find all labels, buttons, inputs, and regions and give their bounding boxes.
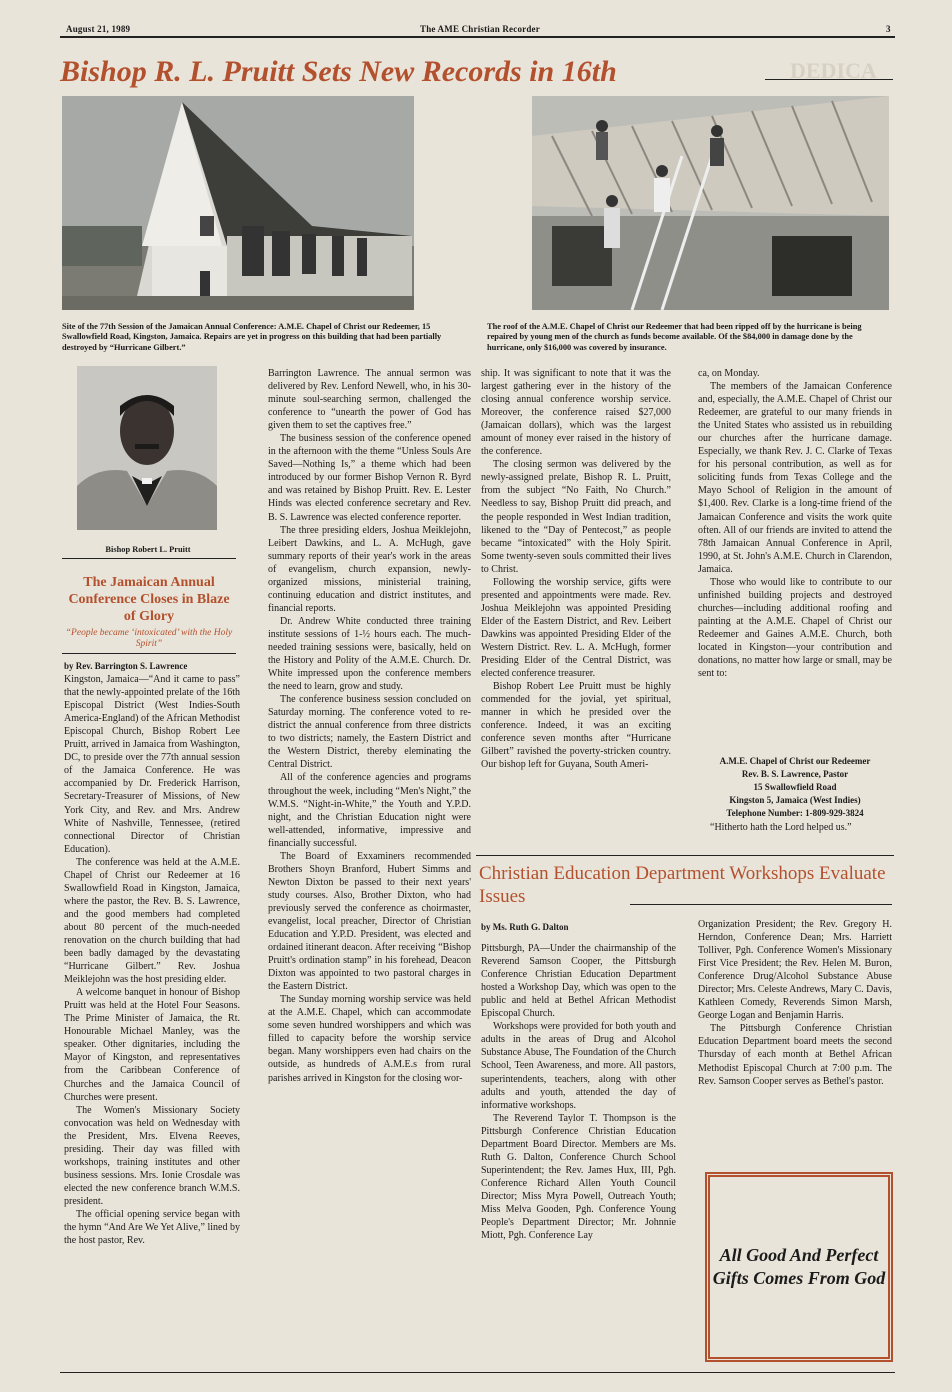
roof-photo-caption: The roof of the A.M.E. Chapel of Christ our Redeemer that had been ripped off by the hurricane is being repaired by young men of the church as funds become available. Of the $84,000 in damage done by the hurricane, only $16,000 was covered by insurance. — [487, 322, 862, 352]
article1-column4 — [698, 367, 892, 680]
roof-repair-photo — [532, 96, 889, 310]
article2-column1 — [481, 921, 676, 1242]
paragraph: The official opening service began with the hymn “And Are We Yet Alive,” lined by the host pastor, Rev. — [64, 1208, 240, 1247]
page-number: 3 — [886, 24, 891, 34]
closing-quote — [698, 821, 892, 834]
address-line: A.M.E. Chapel of Christ our Redeemer — [719, 756, 871, 766]
footer-rule — [60, 1372, 895, 1373]
paragraph: Those who would like to contribute to our unfinished building projects and destroyed churches—including additional roofing and painting at the A.M.E. Chapel of Christ our Redeemer and Gaines A.M.E. Church, both located in Kingston—your contribution and donations, no matter how large or small, may be sent to: — [698, 576, 892, 680]
paragraph: The conference business session concluded on Saturday morning. The conference voted to re-district the annual conference from three districts to two districts; namely, the Eastern District and the Western District, thereby eleminating the Central District. — [268, 694, 471, 771]
address-line: Kingston 5, Jamaica (West Indies) — [729, 795, 861, 805]
paragraph: Workshops were provided for both youth and adults in the areas of Drug and Alcohol Substance Abuse, The Foundation of the Church School, Teen Awareness, and more. All pastors, superintendents, teachers, along with other adults and youth, attended the day of informative workshops. — [481, 1021, 676, 1111]
bleed-through-text: DEDICA — [790, 58, 877, 83]
paragraph: The Board of Exxaminers recommended Brothers Shoyn Branford, Hubert Simms and Newton Dixton be passed to their next years' study courses. Also, Brother Dixton, who had previously served the conference as choirmaster, evangelist, local preacher, Director of Christian Education and Y.P.D. President, was elected and ordained itinerant deacon. After receiving “Bishop Pruitt's ordination stamp” in his forehead, Deacon Dixton was appointed to two pastoral charges in the Eastern District. — [268, 850, 471, 993]
paragraph: The Reverend Taylor T. Thompson is the Pittsburgh Conference Christian Education Department Board Director. Members are Ms. Ruth G. Dalton, Conference Church School Superintendent; the Rev. James Hux, III, Pgh. Conference Richard Allen Youth Council Director; Miss Myra Powell, Outreach Youth; Miss Melva Gooden, Pgh. Conference Young People's Department Director; Mr. Johnnie Miott, Pgh. Conference Lay — [481, 1112, 676, 1242]
paragraph: The three presiding elders, Joshua Meiklejohn, Leibert Dawkins, and L. A. McHugh, gave summary reports of their year's work in the areas of evangelism, church expansion, newly-organized missions, ministerial training, continuing education and district institutes, and financial reports. — [268, 524, 471, 614]
paragraph: The business session of the conference opened in the afternoon with the theme “Unless Souls Are Saved—Nothing Is,” a theme which had been introduced by our former Bishop Vernon R. Byrd and was retained by Bishop Pruitt. Rev. E. Lester Hinds was elected conference secretary and Rev. B. S. Lawrence was elected conference reporter. — [268, 433, 471, 523]
paragraph: Dr. Andrew White conducted three training institute sessions of 1-½ hours each. The much-needed training sessions were, basically, held on the History and Polity of the A.M.E. Church. Dr. White impressed upon the conference members the need to learn, grow and study. — [268, 615, 471, 693]
paragraph: The Pittsburgh Conference Christian Education Department board meets the second Thursday of each month at Bethel African Methodist Episcopal Church at 7:00 p.m. The Rev. Samson Cooper serves as Bethel's pastor. — [698, 1023, 892, 1087]
paragraph: The closing sermon was delivered by the newly-assigned prelate, Bishop R. L. Pruitt, from the subject “No Faith, No Church.” Needless to say, Bishop Pruitt did preach, and the people responded in West Indian tradition, likened to the “Day of Pentecost,” as people became “intoxicated” with the Holy Spirit. Some twenty-seven souls committed their lives to Christ. — [481, 459, 671, 575]
paragraph: Bishop Robert Lee Pruitt must be highly commended for the jovial, yet spiritual, manner in which he presided over the conference. Indeed, it was an exciting conference seven months after “Hurricane Gilbert” ravished the poverty-stricken country. Our bishop left for Guyana, South Ameri- — [481, 681, 671, 771]
address-line: Telephone Number: 1-809-929-3824 — [726, 808, 864, 818]
church-photo-caption: Site of the 77th Session of the Jamaican Annual Conference: A.M.E. Chapel of Christ our Redeemer, 15 Swallowfield Road, Kingston, Jamaica. Repairs are yet in progress on this building that had been partially destroyed by “Hurricane Gilbert.” — [62, 322, 442, 352]
article1-column1 — [64, 660, 240, 1247]
inspirational-box-text: All Good And Perfect Gifts Comes From God — [712, 1245, 886, 1288]
kicker-rule — [62, 653, 236, 654]
address-line: 15 Swallowfield Road — [753, 782, 837, 792]
paragraph: All of the conference agencies and programs throughout the week, including “Men's Night,” the W.M.S. “Night-in-White,” the Youth and Y.P.D. night, and the Christian Education night were well-attended, informative, impressive and financially successful. — [268, 772, 471, 849]
paragraph: Pittsburgh, PA—Under the chairmanship of the Reverend Samson Cooper, the Pittsburgh Conference Christian Education Department hosted a Workshop Day, which was open to the public and held at Bethel African Methodist Episcopal Church. — [481, 943, 676, 1020]
paper-name: The AME Christian Recorder — [420, 24, 540, 34]
article2-headline: Christian Education Department Workshops Evaluate Issues — [479, 863, 886, 907]
main-headline: Bishop R. L. Pruitt Sets New Records in 16th — [60, 55, 617, 88]
paragraph: The conference was held at the A.M.E. Chapel of Christ our Redeemer at 16 Swallowfield Road in Kingston, Jamaica, where the pastor, the Rev. B. S. Lawrence, and the good members had completed about 80 percent of the much-needed renovation on the church building that had been badly damaged by the devastating “Hurricane Gilbert.” Rev. Joshua Meiklejohn was the host presiding elder. — [64, 856, 240, 986]
portrait-caption: Bishop Robert L. Pruitt — [105, 545, 191, 554]
article-kicker: The Jamaican Annual Conference Closes in Blaze of Glory — [68, 575, 230, 624]
mailing-address — [698, 755, 892, 820]
inspirational-box — [705, 1172, 893, 1362]
paragraph: Organization President; the Rev. Gregory H. Herndon, Conference Dean; Mrs. Harriett Tolliver, Pgh. Conference Women's Missionary First Vice President; the Rev. Helen M. Buron, Conference Drug/Alcohol Substance Abuse Director; Mrs. Celeste Andrews, Mary C. Davis, Kathleen Comedy, Reverends Simon Marsh, George Logan and Benjamin Harris. — [698, 919, 892, 1022]
article1-column3 — [481, 367, 671, 771]
article2-byline: by Ms. Ruth G. Dalton — [481, 922, 569, 932]
portrait-rule — [62, 558, 236, 559]
paragraph: The Sunday morning worship service was held at the A.M.E. Chapel, which can accommodate some seven hundred worshippers and which was filled to capacity before the worship service began. Many worshippers even had chairs on the outside, as hundreds of A.M.E.s from rural parishes arrived in Kingston for the closing wor- — [268, 994, 471, 1084]
paragraph: Barrington Lawrence. The annual sermon was delivered by Rev. Lenford Newell, who, in his 30-minute soul-searching sermon, challenged the conference to “unearth the power of God has given them to set the captives free.” — [268, 368, 471, 432]
paragraph: “Hitherto hath the Lord helped us.” — [710, 822, 852, 833]
paragraph: Kingston, Jamaica—“And it came to pass” that the newly-appointed prelate of the 16th Episcopal District (West Indies-South America-England) of the African Methodist Episcopal Church, Bishop Robert Lee Pruitt, arrived in Jamaica from Washington, DC, to preside over the 77th annual session of the Jamaica Conference. He was accompanied by Dr. Frederick Harrison, Secretary-Treasurer of Missions, of New York City, and Rev. and Mrs. Andrew White of Nashville, Tennessee, (retired connectional Director of Christian Education). — [64, 674, 240, 855]
paragraph: ship. It was significant to note that it was the largest gathering ever in the history of the closing annual conference worship service. Moreover, the conference raised $27,000 (Jamaican dollars), which was the largest amount of money ever raised in the history of the conference. — [481, 368, 671, 458]
article2-top-rule — [476, 855, 894, 856]
header-rule — [60, 36, 895, 38]
issue-date: August 21, 1989 — [66, 24, 131, 34]
paragraph: The members of the Jamaican Conference and, especially, the A.M.E. Chapel of Christ our Redeemer, are grateful to our many friends in the United States who assisted us in rebuilding our churches after the hurricane damage. Especially, we thank Rev. J. C. Clarke of Texas for his personal contribution, as well as for soliciting funds from Texas College and the Mayo School of Religion in the amount of $1,400. Rev. Clarke is a long-time friend of the Jamaican Conference and visits the work quite often. All of our friends are invited to attend the 78th Jamaican Annual Conference in April, 1990, at St. John's A.M.E. Church in Clarendon, Jamaica. — [698, 381, 892, 575]
article1-column2 — [268, 367, 471, 1085]
article-subkicker: “People became ‘intoxicated’ with the Holy Spirit” — [65, 628, 233, 649]
address-line: Rev. B. S. Lawrence, Pastor — [741, 769, 849, 779]
paragraph: A welcome banquet in honour of Bishop Pruitt was held at the Hotel Four Seasons. The Prime Minister of Jamaica, the Rt. Honourable Michael Manley, was the speaker. Other dignitaries, including the Mayor of Kingston, and representatives from the Caribbean Conference of Churches and the Jamaica Council of Churches were present. — [64, 987, 240, 1103]
article1-byline: by Rev. Barrington S. Lawrence — [64, 661, 188, 671]
article2-column2 — [698, 918, 892, 1088]
church-photo — [62, 96, 414, 310]
paragraph: ca, on Monday. — [698, 368, 760, 379]
bishop-portrait — [77, 366, 217, 530]
paragraph: The Women's Missionary Society convocation was held on Wednesday with the President, Mrs. Elvena Reeves, presiding. Their day was filled with workshops, training institutes and other business sessions. Mrs. Ionie Crosdale was elected the new conference branch W.M.S. president. — [64, 1104, 240, 1207]
paragraph: Following the worship service, gifts were presented and appointments were made. Rev. Joshua Meiklejohn was appointed Presiding Elder of the Eastern District, and Rev. Leibert Dawkins was appointed Presiding Elder of the Western District. Rev. L. A. McHugh, former Presiding Elder of the Central District, was elected conference treasurer. — [481, 576, 671, 680]
article2-headline-rule — [630, 904, 892, 905]
